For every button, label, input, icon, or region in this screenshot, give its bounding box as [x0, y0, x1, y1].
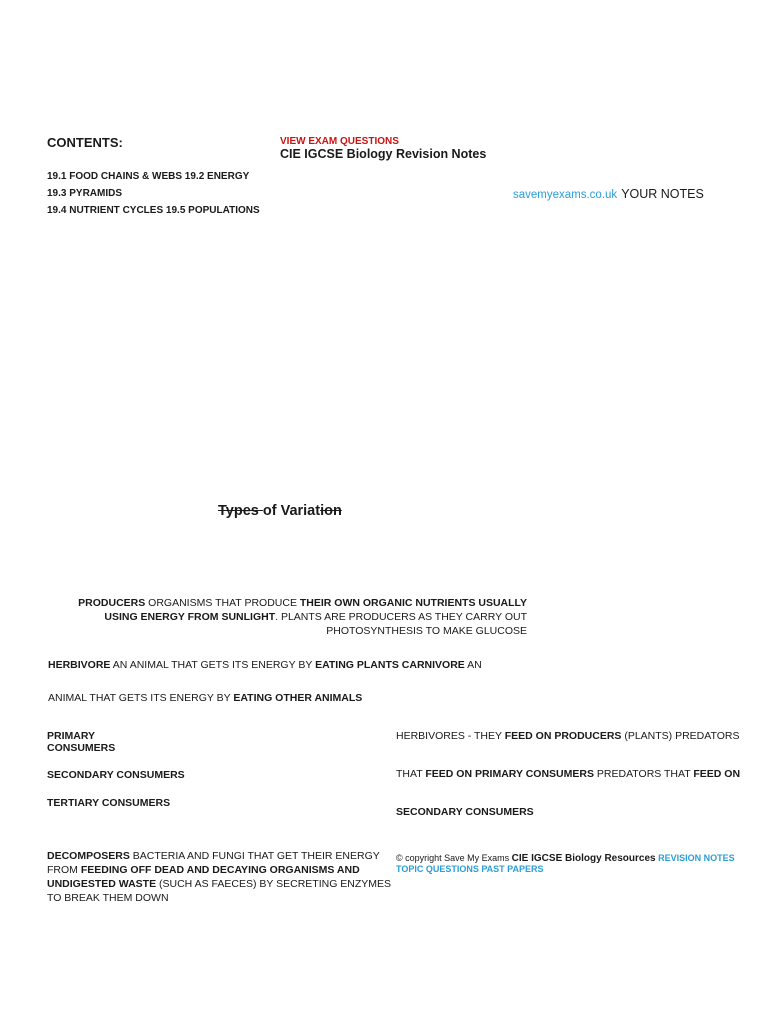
view-exam-questions-link[interactable]: VIEW EXAM QUESTIONS [280, 136, 399, 147]
carnivore-term: CARNIVORE [398, 659, 465, 671]
producers-text-2: . PLANTS ARE PRODUCERS AS THEY CARRY OUT PHOTOSYNTHESIS TO MAKE GLUCOSE [275, 611, 527, 637]
desc-1-text-1: HERBIVORES - THEY [396, 730, 505, 742]
secondary-consumers-label: SECONDARY CONSUMERS [47, 769, 185, 781]
site-link[interactable]: savemyexams.co.uk [513, 189, 618, 201]
footer-copyright [396, 853, 736, 874]
document-title: CIE IGCSE Biology Revision Notes [280, 147, 487, 161]
carnivore-definition [48, 691, 362, 705]
copyright-text: © copyright Save My Exams [396, 853, 512, 863]
herbivore-definition [48, 658, 482, 672]
desc-2-bold-2: FEED ON [693, 768, 741, 780]
primary-consumers-desc [396, 729, 739, 743]
heading-plain: of Variat [262, 503, 321, 519]
producers-text-1: ORGANISMS THAT PRODUCE [145, 597, 300, 609]
carnivore-text-1: ANIMAL THAT GETS ITS ENERGY BY [48, 692, 234, 704]
contents-title: CONTENTS: [47, 135, 123, 150]
desc-2-bold-1: FEED ON PRIMARY CONSUMERS [425, 768, 594, 780]
toc-link-nutrient-cycles-populations[interactable]: 19.4 NUTRIENT CYCLES 19.5 POPULATIONS [47, 205, 260, 216]
decomposers-definition [47, 849, 395, 905]
primary-label-line-1: PRIMARY [47, 730, 96, 742]
decomposers-bold-1: FEEDING OFF DEAD AND DECAYING ORGANISMS AND UNDIGESTED WASTE [47, 864, 360, 890]
carnivore-bold-1: EATING OTHER ANIMALS [233, 692, 363, 704]
desc-2-text-2: PREDATORS THAT [593, 768, 694, 780]
your-notes-label: YOUR NOTES [621, 187, 704, 201]
herbivore-bold-1: EATING PLANTS [315, 659, 399, 671]
herbivore-term: HERBIVORE [48, 659, 111, 671]
primary-label-line-2: CONSUMERS [47, 742, 116, 754]
decomposers-text-2: (SUCH AS FAECES) BY SECRETING ENZYMES TO BREAK THEM DOWN [47, 878, 392, 904]
decomposers-term: DECOMPOSERS [47, 850, 130, 862]
herbivore-text-1: AN ANIMAL THAT GETS ITS ENERGY BY [110, 659, 316, 671]
desc-1-text-2: (PLANTS) PREDATORS [621, 730, 740, 742]
secondary-consumers-desc [396, 767, 740, 781]
decomposers-text-1: BACTERIA AND FUNGI THAT GET THEIR ENERGY FROM [47, 850, 380, 876]
toc-line-1[interactable] [47, 171, 249, 182]
desc-2-text-1: THAT [396, 768, 426, 780]
producers-definition [70, 596, 527, 638]
tertiary-consumers-desc [396, 805, 534, 819]
desc-3-bold-1: SECONDARY CONSUMERS [396, 806, 534, 818]
toc-line-2[interactable] [47, 188, 122, 199]
primary-consumers-label [47, 730, 115, 754]
resources-label: CIE IGCSE Biology Resources [511, 853, 656, 864]
resource-links[interactable]: REVISION NOTES TOPIC QUESTIONS PAST PAPERS [396, 853, 735, 874]
producers-bold-1: THEIR OWN ORGANIC NUTRIENTS USUALLY USING ENERGY FROM SUNLIGHT [104, 597, 527, 623]
section-heading [218, 503, 342, 519]
heading-struck: Types [218, 503, 263, 519]
toc-link-food-chains-energy[interactable]: 19.1 FOOD CHAINS & WEBS 19.2 ENERGY [47, 171, 250, 182]
heading-struck-end: ion [320, 503, 342, 519]
site-header [513, 185, 704, 203]
producers-term: PRODUCERS [78, 597, 146, 609]
desc-1-bold-1: FEED ON PRODUCERS [504, 730, 622, 742]
tertiary-consumers-label: TERTIARY CONSUMERS [47, 797, 171, 809]
toc-link-pyramids[interactable]: 19.3 PYRAMIDS [47, 188, 123, 199]
toc-line-3[interactable] [47, 205, 260, 216]
herbivore-text-2: AN [464, 659, 482, 671]
